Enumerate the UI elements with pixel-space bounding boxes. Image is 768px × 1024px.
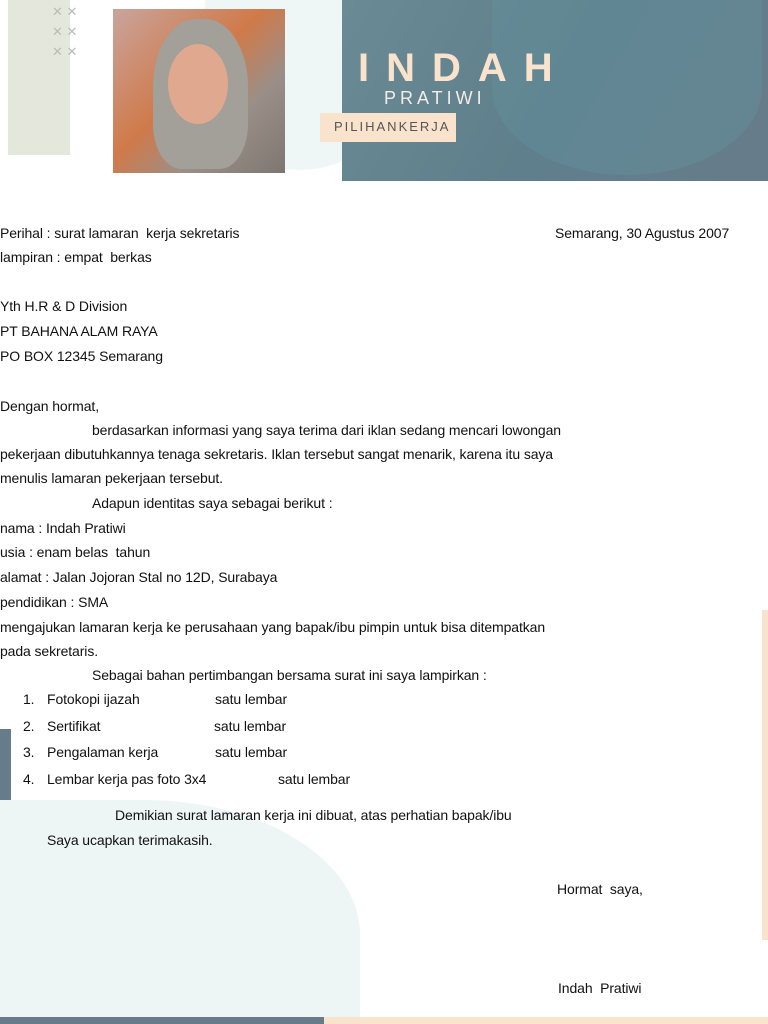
cross-pattern-icon: ✕ ✕ ✕ ✕ ✕ ✕ [52,4,78,59]
first-name-heading: INDAH [358,46,570,90]
list-qty: satu lembar [214,718,287,734]
bottom-peach-bar [324,1017,768,1024]
attachments-intro: Sebagai bahan pertimbangan bersama surat ini saya lampirkan : [92,667,487,683]
identity-intro: Adapun identitas saya sebagai berikut : [92,495,333,511]
list-item: Fotokopi ijazah [47,691,140,707]
closing-line: Saya ucapkan terimakasih. [47,832,213,848]
identity-line: pendidikan : SMA [0,594,109,610]
list-number: 3. [23,744,35,760]
bottom-blue-bar [0,1017,324,1024]
list-number: 2. [23,718,35,734]
identity-line: alamat : Jalan Jojoran Stal no 12D, Surabaya [0,569,278,585]
identity-line: usia : enam belas tahun [0,544,151,560]
subject-line: Perihal : surat lamaran kerja sekretaris [0,225,240,241]
intro-line: menulis lamaran pekerjaan tersebut. [0,470,223,486]
list-number: 1. [23,691,35,707]
intro-line: berdasarkan informasi yang saya terima dari iklan sedang mencari lowongan [92,422,561,438]
list-qty: satu lembar [215,691,288,707]
intro-line: pekerjaan dibutuhkannya tenaga sekretaris. Iklan tersebut sangat menarik, karena itu saya [0,446,553,462]
closing-line: Demikian surat lamaran kerja ini dibuat, atas perhatian bapak/ibu [115,807,512,823]
application-line: mengajukan lamaran kerja ke perusahaan yang bapak/ibu pimpin untuk bisa ditempatkan [0,619,546,635]
right-peach-bar [762,610,768,940]
identity-line: nama : Indah Pratiwi [0,520,126,536]
place-date: Semarang, 30 Agustus 2007 [555,225,730,241]
tagline-text: PILIHANKERJA [334,119,451,134]
tagline-badge [320,113,456,142]
recipient-line: PT BAHANA ALAM RAYA [0,323,158,339]
list-number: 4. [23,771,35,787]
attachment-count: lampiran : empat berkas [0,249,152,265]
list-item: Pengalaman kerja [47,744,159,760]
application-line: pada sekretaris. [0,643,99,659]
list-qty: satu lembar [278,771,351,787]
list-qty: satu lembar [215,744,288,760]
greeting: Dengan hormat, [0,398,99,414]
signature-name: Indah Pratiwi [558,980,642,996]
recipient-line: Yth H.R & D Division [0,298,128,314]
list-item: Lembar kerja pas foto 3x4 [47,771,207,787]
sign-off: Hormat saya, [557,881,643,897]
recipient-line: PO BOX 12345 Semarang [0,348,163,364]
list-item: Sertifikat [47,718,101,734]
last-name-heading: PRATIWI [384,88,486,108]
profile-photo [113,9,285,173]
